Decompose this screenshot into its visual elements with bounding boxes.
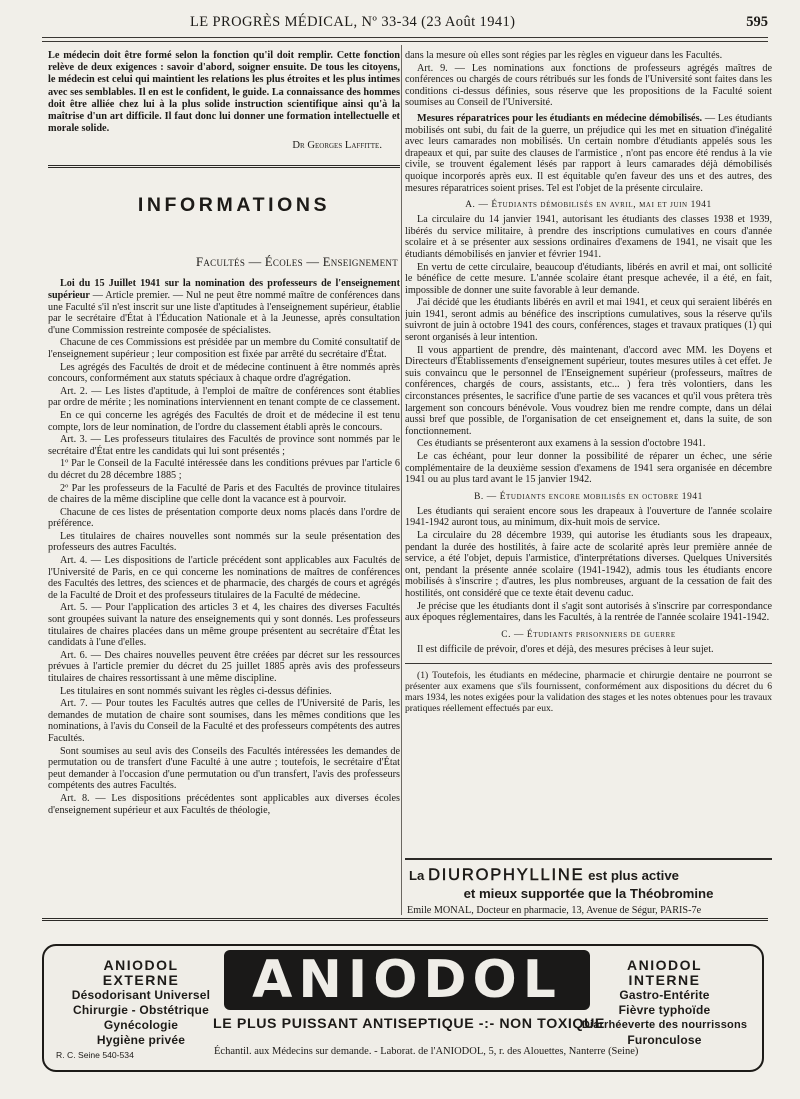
column-divider <box>401 45 402 915</box>
mesures-text: — Les étudiants mobilisés ont subi, du fait de la guerre, un préjudice qui les met en situation d'inégalité avec leurs camarades non mobilisés. Un certain nombre d'étudiants appelés sous les drapeaux et qui, par suite des clauses de l'armistice , n'ont pas encore été rendus à la vie civile, se trouvent également lésés par rapport à leurs camarades déjà démobilisés quoique incorporés après eux. Il est équitable qu'en faveur des uns et des autres, des mesures réparatrices soient prises. Tel est l'objet de la présente circulaire. <box>405 112 772 194</box>
externe-item: Hygiène privée <box>96 1033 186 1047</box>
footnote: (1) Toutefois, les étudiants en médecine, pharmacie et chirurgie dentaire ne pourront se présenter aux examens que s'ils fournissent, conformément aux dispositions du décret du 6 mars 1934, les notes exigées pour la validation des stages et les notes obtenues pour les travaux pratiques réellement effectués par eux. <box>405 670 772 715</box>
aniodol-address: Échantil. aux Médecins sur demande. - Laborat. de l'ANIODOL, 5, r. des Alouettes, Nanterre (Seine) <box>214 1046 639 1057</box>
diurophylline-ad <box>405 858 772 916</box>
interne-item: Fièvre typhoïde <box>618 1003 711 1017</box>
article-paragraph: Chacune de ces Commissions est présidée par un membre du Comité consultatif de l'enseignement supérieur ; leur composition est fixée par arrêté du secrétaire d'État. <box>48 337 400 360</box>
circular-paragraph: La circulaire du 28 décembre 1939, qui autorise les étudiants sous les drapeaux, pendant la durée des hostilités, à faire acte de scolarité après leur première année de service, a été l'objet, depuis l'armistice, d'interprétations diverses. Quelques Universités ont, pendant la présente année scolaire (1941-1942), admis tous les étudiants encore mobilisés à s'inscrire ; d'autres, les plus nombreuses, arguant de la cessation de fait des hostilités, ont considéré que ce texte était devenu caduc. <box>405 529 772 599</box>
section-heading: Facultés — Écoles — Enseignement <box>196 255 398 270</box>
circular-paragraph: Il est difficile de prévoir, d'ores et déjà, des mesures précises à leur sujet. <box>417 643 714 655</box>
article-paragraph: Art. 2. — Les listes d'aptitude, à l'emploi de maître de conférences sont établies par ordre de mérite ; les nominations interviennent en tenant compte de ce classement. <box>48 385 400 409</box>
ad-separator-rule <box>42 918 768 921</box>
interne-heading-2: INTERNE <box>628 972 701 988</box>
article-paragraph: Art. 4. — Les dispositions de l'article précédent sont applicables aux Facultés de l'Université de Paris, en ce qui concerne les nominations de maîtres de conférences des Facultés des lettres, des sciences et de pharmacie, des chargés de cours et agrégés de la Faculté de Droit et des professeurs titulaires de la Faculté de médecine. <box>48 555 400 601</box>
subsection-b-paragraphs <box>405 506 772 624</box>
right-column <box>405 50 772 860</box>
quote-block <box>48 50 400 151</box>
interne-item: Furonculose <box>627 1033 702 1047</box>
article-paragraph: Les agrégés des Facultés de droit et de médecine continuent à être nommés après concours, conformément aux statuts spéciaux à chaque ordre d'agrégation. <box>48 361 400 385</box>
subsection-c-paragraphs <box>405 644 772 656</box>
aniodol-externe-block <box>56 958 226 1048</box>
circular-paragraph: Je précise que les étudiants dont il s'agit sont autorisés à s'inscrire par correspondance aux époques réglementaires, dans les Facultés, à la rentrée de l'année scolaire 1941-1942. <box>405 600 772 624</box>
left-column <box>48 50 400 910</box>
article-paragraph: 2º Par les professeurs de la Faculté de Paris et des Facultés de province titulaires de chaires de la même discipline que celle dont la vacance est à pourvoir. <box>48 482 400 506</box>
circular-paragraph: J'ai décidé que les étudiants libérés en avril et mai 1941, et ceux qui seraient libérés en juin 1941, seront admis au bénéfice des inscriptions cumulatives, sous la réserve qu'ils suivront de juin à octobre 1941 des cours, conférences, stages et travaux pratiques (1) qui seront organisés à leur intention. <box>405 297 772 344</box>
aniodol-interne-block <box>577 958 752 1048</box>
law-paragraph <box>48 278 400 336</box>
article-9: Art. 9. — Les nominations aux fonctions de professeurs agrégés maîtres de conférences ou chargés de cours rétribués sur les fonds de l'Université sont faites dans les conditions ci-dessus définies, sous réserve que les propositions de la Faculté soient soumises au Conseil de l'Université. <box>405 62 772 109</box>
article-paragraph: Art. 7. — Pour toutes les Facultés autres que celles de l'Université de Paris, les demandes de mutation de chaire sont soumises, dans les mêmes conditions que les nominations, à l'avis du Conseil de la Faculté et des professeurs compétents des autres Facultés. <box>48 698 400 744</box>
circular-paragraph: Le cas échéant, pour leur donner la possibilité de réparer un échec, une série complémentaire de la deuxième session d'examens de 1941 sera organisée en décembre 1941 ou au plus tard avant le 15 janvier 1942. <box>405 451 772 486</box>
externe-item: Désodorisant Universel <box>71 988 211 1002</box>
externe-heading-1: ANIODOL <box>103 957 179 973</box>
header-rule-2 <box>42 41 768 42</box>
externe-item: Gynécologie <box>103 1018 179 1032</box>
aniodol-logo-text: ANIODOL <box>252 950 562 1010</box>
law-title: Loi du 15 Juillet 1941 sur la nomination des professeurs de l'enseignement supérieur <box>48 278 400 302</box>
quote-text: Le médecin doit être formé selon la fonction qu'il doit remplir. Cette fonction relève de deux exigences : savoir d'abord, soigner ensuite. De tous les citoyens, le médecin est celui qui maintient les relations les plus étroites et les plus intimes avec ses semblables. Il en est le confident, le guide. La connaissance des hommes doit être alliée chez lui à la plus solide instruction scientifique ainsi qu'à la maîtrise d'un art difficile. Il faut donc lui donner une formation intellectuelle et morale solide. <box>48 50 400 135</box>
externe-item: Chirurgie - Obstétrique <box>73 1003 209 1017</box>
ad-prefix: La <box>409 868 425 883</box>
aniodol-register: R. C. Seine 540-534 <box>56 1050 134 1060</box>
interne-item: Diarrhéeverte des nourrissons <box>581 1019 748 1031</box>
ad-line-3: Emile MONAL, Docteur en pharmacie, 13, Avenue de Ségur, PARIS-7e <box>407 905 702 916</box>
circular-paragraph: Ces étudiants se présenteront aux examens à la session d'octobre 1941. <box>417 438 706 450</box>
header-rule <box>42 37 768 38</box>
ad-suffix: est plus active <box>588 868 679 883</box>
article-paragraph: Art. 8. — Les dispositions précédentes sont applicables aux diverses écoles d'enseignement supérieur et aux Facultés de théologie, <box>48 792 400 816</box>
ad-line-2: et mieux supportée que la Théobromine <box>463 886 714 901</box>
footnote-rule <box>405 663 772 664</box>
aniodol-slogan: LE PLUS PUISSANT ANTISEPTIQUE -:- NON TOXIQUE <box>213 1016 605 1032</box>
article-paragraph: Art. 3. — Les professeurs titulaires des Facultés de province sont nommés par le secrétaire d'État entre les candidats qui lui sont présentés ; <box>48 434 400 457</box>
quote-signature: Dr Georges Laffitte. <box>292 140 382 152</box>
mesures-title: Mesures réparatrices pour les étudiants en médecine démobilisés. <box>417 112 703 124</box>
subsection-a-paragraphs <box>405 214 772 486</box>
ad-line-1 <box>405 866 772 885</box>
left-paragraphs <box>48 337 400 816</box>
subsection-b-heading: B. — Étudiants encore mobilisés en octobre 1941 <box>474 491 703 502</box>
subsection-a-heading: A. — Étudiants démobilisés en avril, mai et juin 1941 <box>465 200 712 211</box>
article-paragraph: Les titulaires en sont nommés suivant les règles ci-dessus définies. <box>60 685 332 697</box>
running-title: LE PROGRÈS MÉDICAL, Nº 33-34 (23 Août 1941) <box>190 14 516 30</box>
page-number: 595 <box>746 14 768 30</box>
article-paragraph: Sont soumises au seul avis des Conseils des Facultés intéressées les demandes de permutation ou de transfert d'une Faculté à une autre ; toutefois, le secrétaire d'État peut demander à l'occasion d'une permutation ou d'un transfert, l'avis des professeurs compétents des autres Facultés. <box>48 745 400 792</box>
aniodol-ad <box>42 944 764 1072</box>
section-rule <box>48 165 400 168</box>
circular-paragraph: En vertu de cette circulaire, beaucoup d'étudiants, libérés en avril et mai, ont sollicité le bénéfice de cette mesure. L'année scolaire étant presque achevée, il a été, en fait, impossible de donner une suite favorable à leur demande. <box>405 261 772 296</box>
aniodol-logo <box>224 950 590 1010</box>
ad-brand: DIUROPHYLLINE <box>428 866 585 884</box>
circular-paragraph: La circulaire du 14 janvier 1941, autorisant les étudiants des classes 1938 et 1939, libérés du service militaire, à prendre des inscriptions cumulatives en cours d'année scolaire et à se présenter aux sessions ordinaires d'examens de 1941, ne visait que les étudiants démobilisés en janvier et février 1941. <box>405 214 772 260</box>
subsection-c-heading: C. — Étudiants prisonniers de guerre <box>501 629 676 640</box>
article-paragraph: Les titulaires de chaires nouvelles sont nommés sur la seule présentation des professeurs des autres Facultés. <box>48 530 400 554</box>
continued-paragraph: dans la mesure où elles sont régies par les règles en vigueur dans les Facultés. <box>405 50 723 61</box>
law-intro: — Article premier. — Nul ne peut être nommé maître de conférences dans une Faculté s'il n'est inscrit sur une liste d'aptitudes à l'enseignement supérieur, établie par le secrétaire d'État à l'Éducation Nationale et à la Jeunesse, après consultation d'une Commission restreinte composée de spécialistes. <box>48 290 400 336</box>
interne-item: Gastro-Entérite <box>619 988 710 1002</box>
mesures-paragraph <box>405 113 772 194</box>
article-paragraph: 1º Par le Conseil de la Faculté intéressée dans les conditions prévues par l'article 6 du décret du 28 décembre 1885 ; <box>48 458 400 481</box>
externe-heading-2: EXTERNE <box>102 972 180 988</box>
circular-paragraph: Il vous appartient de prendre, dès maintenant, d'accord avec MM. les Doyens et Directeurs d'Établissements d'enseignement supérieur, toutes mesures utiles à cet effet. Je suis convaincu que le personnel de l'Enseignement supérieur (professeurs, maîtres de conférences, chargés de cours, assistants, etc... ) fera très volontiers, dans les circonstances présentes, le sacrifice d'une partie de ses vacances et qu'il vous prêtera très largement son concours bénévole. Vous voudrez bien me rendre compte, dans un délai aussi bref que possible, de l'organisation de cet enseignement et, dans la suite, de son fonctionnement. <box>405 344 772 437</box>
article-paragraph: Art. 5. — Pour l'application des articles 3 et 4, les chaires des diverses Facultés sont groupées suivant la nature des enseignements qui y sont donnés. Les professeurs titulaires de chaires placées dans un même groupe présentent au secrétaire d'État les candidats à l'une d'elles. <box>48 602 400 649</box>
article-paragraph: Art. 6. — Des chaires nouvelles peuvent être créées par décret sur les ressources prévues à l'article premier du décret du 25 juillet 1885 après avis des professeurs titulaires de chaires ressortissant à une même discipline. <box>48 649 400 685</box>
page-header <box>42 14 768 34</box>
informations-heading: INFORMATIONS <box>137 194 331 217</box>
article-paragraph: En ce qui concerne les agrégés des Facultés de droit et de médecine il est tenu compte, lors de leur nomination, de l'ordre du classement établi après le concours. <box>48 409 400 433</box>
interne-heading-1: ANIODOL <box>626 957 703 973</box>
article-paragraph: Chacune de ces listes de présentation comporte deux noms placés dans l'ordre de préférence. <box>48 506 400 530</box>
circular-paragraph: Les étudiants qui seraient encore sous les drapeaux à l'ouverture de l'année scolaire 1941-1942 auront tous, au minimum, dix-huit mois de service. <box>405 505 772 529</box>
